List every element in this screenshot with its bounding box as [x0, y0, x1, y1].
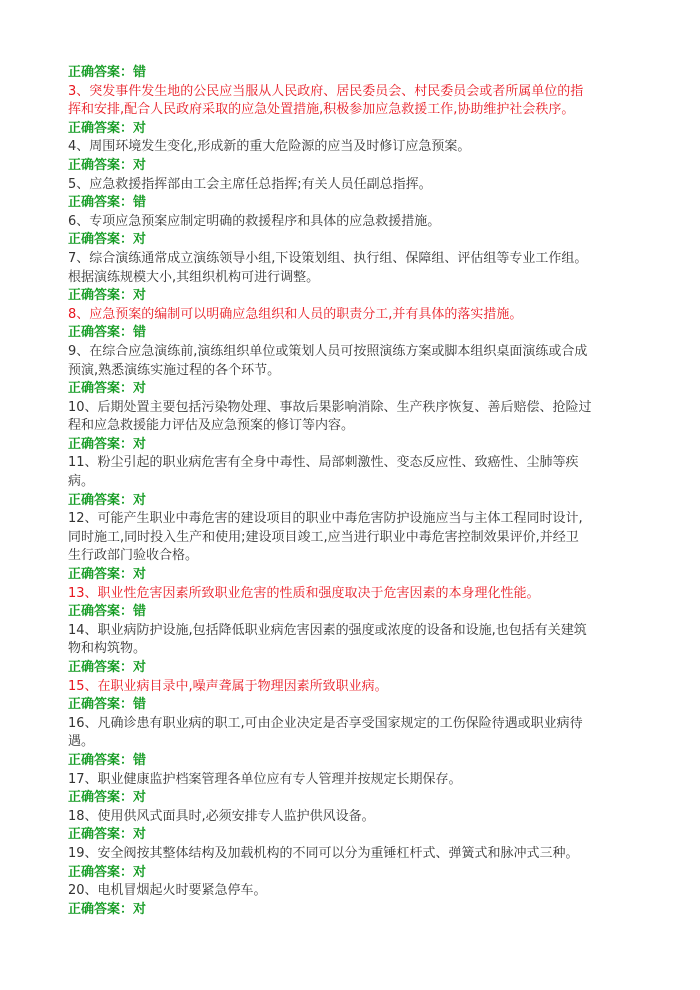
question-text-line: 同时施工,同时投入生产和使用;建设项目竣工,应当进行职业中毒危害控制效果评价,并经卫 [68, 529, 579, 545]
question-item [68, 250, 636, 287]
correct-answer [68, 380, 636, 399]
answer-label: 正确答案： [68, 790, 134, 806]
correct-answer [68, 752, 636, 771]
answer-label: 正确答案： [68, 827, 134, 843]
answer-value: 对 [133, 567, 147, 583]
answer-label: 正确答案： [68, 381, 134, 397]
question-text-line: 遇。 [68, 734, 95, 750]
correct-answer [68, 566, 636, 585]
question-text-line: 根据演练规模大小,其组织机构可进行调整。 [68, 269, 320, 285]
correct-answer [68, 120, 636, 139]
answer-label: 正确答案： [68, 120, 134, 136]
question-item [68, 715, 636, 752]
answer-label: 正确答案： [68, 660, 134, 675]
question-item [68, 510, 636, 566]
question-item [68, 882, 636, 901]
question-item [68, 678, 636, 697]
question-text-line: 14、职业病防护设施,包括降低职业病危害因素的强度或浓度的设备和设施,也包括有关建筑 [68, 622, 587, 638]
answer-label: 正确答案： [68, 325, 134, 341]
question-text-line: 17、职业健康监护档案管理各单位应有专人管理并按规定长期保存。 [68, 771, 462, 787]
answer-label: 正确答案： [68, 232, 134, 248]
answer-value: 错 [133, 697, 147, 713]
question-text-line: 10、后期处置主要包括污染物处理、事故后果影响消除、生产秩序恢复、善后赔偿、抢险过 [68, 399, 592, 415]
question-text-line: 19、安全阀按其整体结构及加载机构的不同可以分为重锤杠杆式、弹簧式和脉冲式三种。 [68, 845, 579, 861]
correct-answer [68, 789, 636, 808]
question-item [68, 808, 636, 827]
question-item [68, 454, 636, 491]
question-text-line: 18、使用供风式面具时,必须安排专人监护供风设备。 [68, 808, 375, 824]
answer-value: 对 [133, 120, 147, 136]
answer-label: 正确答案： [68, 288, 134, 304]
answer-label: 正确答案： [68, 492, 134, 508]
question-text-line: 11、粉尘引起的职业病危害有全身中毒性、局部刺激性、变态反应性、致癌性、尘肺等疾 [68, 455, 579, 471]
question-item [68, 845, 636, 864]
answer-label: 正确答案： [68, 697, 134, 713]
correct-answer [68, 157, 636, 176]
question-item [68, 176, 636, 195]
question-text-line: 9、在综合应急演练前,演练组织单位或策划人员可按照演练方案或脚本组织桌面演练或合成 [68, 343, 588, 359]
correct-answer [68, 603, 636, 622]
question-item [68, 622, 636, 659]
question-text-line: 5、应急救援指挥部由工会主席任总指挥;有关人员任副总指挥。 [68, 176, 432, 192]
answer-label: 正确答案： [68, 195, 134, 211]
answer-label: 正确答案： [68, 901, 134, 917]
answer-value: 对 [133, 827, 147, 843]
question-item [68, 343, 636, 380]
question-item [68, 771, 636, 790]
correct-answer [68, 194, 636, 213]
answer-value: 对 [133, 492, 147, 508]
answer-value: 对 [133, 288, 147, 304]
question-text-line: 20、电机冒烟起火时要紧急停车。 [68, 883, 267, 899]
answer-value: 对 [133, 232, 147, 248]
question-item [68, 585, 636, 604]
question-text-line: 病。 [68, 474, 95, 490]
answer-value: 对 [133, 790, 147, 806]
question-list [68, 64, 636, 919]
correct-answer [68, 64, 636, 83]
correct-answer [68, 826, 636, 845]
question-text-line: 6、专项应急预案应制定明确的救援程序和具体的应急救援措施。 [68, 213, 441, 229]
answer-value: 对 [133, 436, 147, 452]
question-text-line: 生行政部门验收合格。 [68, 548, 199, 564]
correct-answer [68, 231, 636, 250]
answer-label: 正确答案： [68, 864, 134, 880]
answer-label: 正确答案： [68, 604, 134, 620]
answer-value: 对 [133, 864, 147, 880]
answer-value: 对 [133, 381, 147, 397]
answer-value: 对 [133, 157, 147, 173]
correct-answer [68, 436, 636, 455]
question-text-line: 物和构筑物。 [68, 641, 147, 657]
question-text-line: 程和应急救援能力评估及应急预案的修订等内容。 [68, 418, 355, 434]
answer-value: 错 [133, 195, 147, 211]
question-text-line: 13、职业性危害因素所致职业危害的性质和强度取决于危害因素的本身理化性能。 [68, 585, 540, 601]
question-text-line: 15、在职业病目录中,噪声聋属于物理因素所致职业病。 [68, 678, 388, 694]
question-text-line: 7、综合演练通常成立演练领导小组,下设策划组、执行组、保障组、评估组等专业工作组。 [68, 250, 588, 266]
correct-answer [68, 696, 636, 715]
correct-answer [68, 901, 636, 920]
answer-value: 对 [133, 660, 147, 675]
question-item [68, 213, 636, 232]
answer-label: 正确答案： [68, 157, 134, 173]
question-item [68, 306, 636, 325]
question-item [68, 138, 636, 157]
answer-label: 正确答案： [68, 436, 134, 452]
question-text-line: 16、凡确诊患有职业病的职工,可由企业决定是否享受国家规定的工伤保险待遇或职业病待 [68, 715, 583, 731]
answer-value: 错 [133, 325, 147, 341]
correct-answer [68, 659, 636, 678]
answer-value: 错 [133, 752, 147, 768]
question-text-line: 12、可能产生职业中毒危害的建设项目的职业中毒危害防护设施应当与主体工程同时设计, [68, 511, 583, 527]
answer-value: 错 [133, 65, 147, 80]
question-item [68, 83, 636, 120]
correct-answer [68, 864, 636, 883]
question-item [68, 399, 636, 436]
answer-value: 错 [133, 604, 147, 620]
question-text-line: 挥和安排,配合人民政府采取的应急处置措施,积极参加应急救援工作,协助维护社会秩序。 [68, 102, 575, 118]
correct-answer [68, 492, 636, 511]
question-text-line: 8、应急预案的编制可以明确应急组织和人员的职责分工,并有具体的落实措施。 [68, 306, 523, 322]
question-text-line: 3、突发事件发生地的公民应当服从人民政府、居民委员会、村民委员会或者所属单位的指 [68, 83, 584, 99]
correct-answer [68, 287, 636, 306]
answer-label: 正确答案： [68, 65, 134, 80]
answer-label: 正确答案： [68, 752, 134, 768]
answer-label: 正确答案： [68, 567, 134, 583]
correct-answer [68, 324, 636, 343]
answer-value: 对 [133, 901, 147, 917]
question-text-line: 预演,熟悉演练实施过程的各个环节。 [68, 362, 281, 378]
question-text-line: 4、周围环境发生变化,形成新的重大危险源的应当及时修订应急预案。 [68, 139, 471, 155]
